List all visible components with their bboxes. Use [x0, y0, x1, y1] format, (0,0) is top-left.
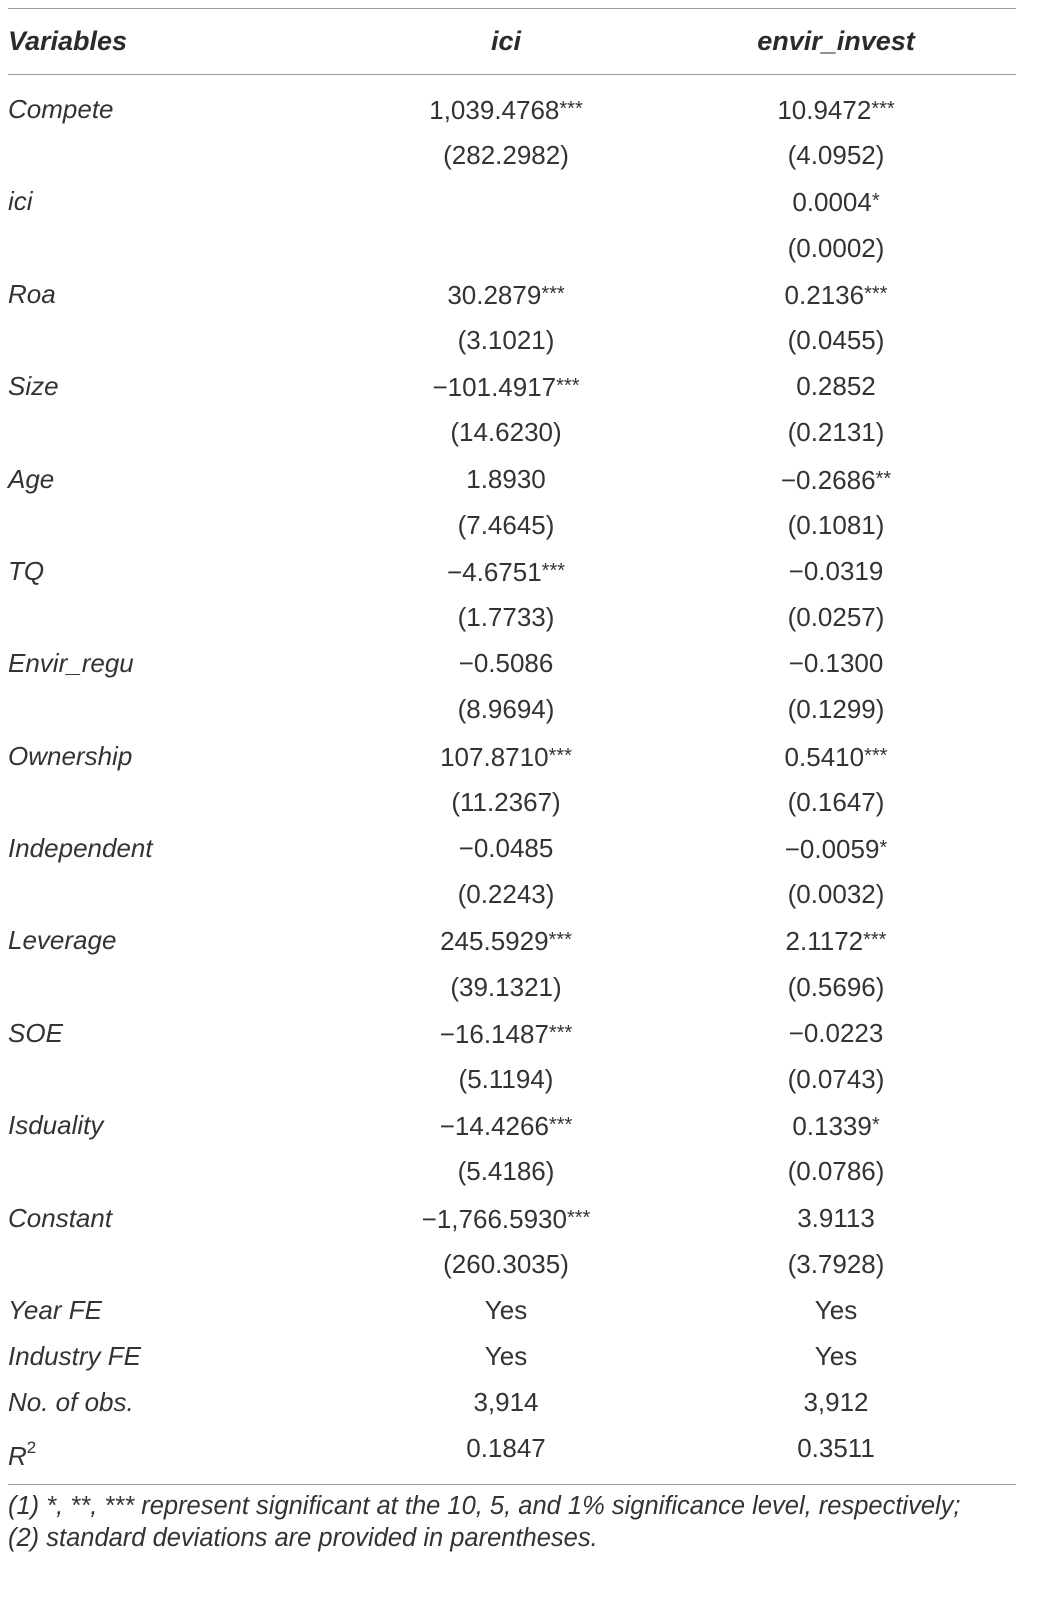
cell-value: 3,912: [803, 1387, 869, 1418]
cell-value: (0.0257): [787, 602, 885, 633]
row-label-text: Ownership: [8, 740, 133, 771]
row-label-text: Compete: [8, 94, 114, 124]
cell-value: Yes: [484, 1341, 528, 1372]
cell-ici: [356, 1195, 656, 1241]
cell-ici: [356, 825, 656, 871]
cell-ici: [356, 1333, 656, 1379]
cell-ici: [356, 1148, 656, 1194]
cell-value: (3.1021): [457, 324, 555, 355]
table-row: [8, 1148, 1016, 1194]
cell-ici: [356, 964, 656, 1010]
cell-ici: [356, 317, 656, 363]
cell-value: (0.0002): [787, 232, 885, 263]
cell-envir-invest: [686, 917, 986, 963]
cell-value: 0.3511: [797, 1433, 875, 1464]
significance-stars: ***: [559, 98, 583, 120]
significance-stars: *: [879, 837, 888, 859]
cell-ici: [356, 409, 656, 455]
table-row: [8, 1195, 1016, 1241]
cell-ici: [356, 917, 656, 963]
table-row: [8, 409, 1016, 455]
cell-value: −0.0319: [788, 555, 884, 586]
cell-value: 10.9472: [777, 95, 872, 125]
row-label-text: Leverage: [8, 925, 117, 956]
cell-envir-invest: [686, 502, 986, 548]
cell-value: 2.1172: [785, 926, 864, 957]
cell-value: 0.1847: [466, 1433, 546, 1464]
cell-ici: [356, 686, 656, 732]
cell-envir-invest: [686, 1333, 986, 1379]
cell-ici: [356, 1056, 656, 1102]
cell-value: (1.7733): [457, 602, 555, 633]
significance-stars: ***: [556, 375, 580, 398]
significance-stars: ***: [541, 559, 566, 582]
row-label-text: Size: [8, 371, 59, 402]
significance-stars: ***: [871, 98, 895, 120]
significance-stars: ***: [548, 1114, 573, 1137]
table-row: [8, 363, 1016, 409]
cell-value: −0.2686: [780, 464, 876, 495]
table-row: [8, 1010, 1016, 1056]
table-row: [8, 1287, 1016, 1333]
significance-stars: *: [871, 1114, 880, 1137]
table-row: [8, 502, 1016, 548]
table-header: [8, 8, 1016, 74]
cell-value: (7.4645): [457, 509, 555, 540]
cell-value: (0.1299): [787, 694, 885, 725]
significance-stars: ***: [864, 282, 888, 305]
cell-ici: [356, 1287, 656, 1333]
row-label: [8, 271, 56, 317]
cell-value: (4.0952): [787, 140, 885, 171]
cell-envir-invest: [686, 271, 986, 317]
cell-envir-invest: [686, 825, 986, 871]
table-row: [8, 686, 1016, 732]
cell-envir-invest: [686, 1148, 986, 1194]
cell-ici: [356, 1102, 656, 1148]
table-row: [8, 132, 1016, 178]
cell-value: (0.0786): [787, 1156, 885, 1187]
cell-value: Yes: [814, 1341, 858, 1372]
cell-ici: [356, 1010, 656, 1056]
cell-value: 107.8710: [440, 741, 549, 772]
footnote-line-2: (2) standard deviations are provided in parentheses.: [8, 1524, 598, 1552]
row-label-text: No. of obs.: [8, 1387, 134, 1418]
cell-value: (0.0032): [787, 879, 885, 910]
row-label: [8, 456, 54, 502]
row-label-text: Year FE: [8, 1294, 102, 1325]
cell-value: 0.1339: [792, 1111, 872, 1142]
row-label-text: Independent: [8, 833, 153, 863]
cell-ici: [356, 363, 656, 409]
cell-value: −16.1487: [439, 1018, 549, 1049]
table-row: [8, 779, 1016, 825]
cell-ici: [356, 594, 656, 640]
cell-value: −4.6751: [446, 556, 542, 587]
table-row: [8, 86, 1016, 132]
significance-stars: ***: [864, 744, 888, 767]
cell-value: (0.2131): [787, 417, 885, 448]
cell-envir-invest: [686, 548, 986, 594]
row-label: [8, 1102, 103, 1148]
table-footnote: [8, 1490, 1016, 1554]
cell-ici: [356, 548, 656, 594]
row-label-text: SOE: [8, 1017, 63, 1048]
row-label: [8, 86, 114, 132]
row-label-text: R: [8, 1441, 27, 1472]
significance-stars: ***: [548, 929, 572, 952]
cell-value: (5.1194): [458, 1063, 554, 1094]
cell-ici: [356, 225, 656, 271]
header-ici: ici: [490, 26, 522, 56]
cell-envir-invest: [686, 363, 986, 409]
row-label-text: Isduality: [8, 1110, 104, 1141]
footnote-line-1: (1) *, **, *** represent significant at the 10, 5, and 1% significance level, respectively;: [8, 1492, 961, 1520]
cell-value: 1.8930: [466, 463, 546, 494]
cell-value: 3,914: [473, 1387, 539, 1418]
table-row: [8, 871, 1016, 917]
cell-value: 0.2136: [784, 279, 865, 310]
cell-value: (0.2243): [457, 879, 555, 910]
table-row: [8, 271, 1016, 317]
cell-value: (0.0455): [787, 324, 885, 355]
cell-ici: [356, 779, 656, 825]
table-row: [8, 456, 1016, 502]
cell-envir-invest: [686, 640, 986, 686]
cell-value: 245.5929: [440, 926, 549, 957]
cell-value: (3.7928): [787, 1248, 885, 1279]
cell-envir-invest: [686, 317, 986, 363]
cell-value: −0.0059: [784, 834, 880, 864]
row-label-text: Constant: [8, 1202, 113, 1233]
significance-stars: **: [875, 467, 892, 490]
row-label-superscript: 2: [26, 1438, 37, 1458]
cell-envir-invest: [686, 871, 986, 917]
cell-envir-invest: [686, 1241, 986, 1287]
row-label: [8, 640, 134, 686]
row-label: [8, 1425, 36, 1471]
table-row: [8, 640, 1016, 686]
cell-envir-invest: [686, 86, 986, 132]
significance-stars: ***: [541, 282, 565, 305]
cell-envir-invest: [686, 178, 986, 224]
cell-envir-invest: [686, 1102, 986, 1148]
cell-value: 0.2852: [796, 371, 876, 402]
cell-value: (0.1081): [787, 509, 885, 540]
table-row: [8, 1379, 1016, 1425]
cell-envir-invest: [686, 964, 986, 1010]
row-label: [8, 733, 132, 779]
significance-stars: *: [871, 190, 880, 213]
cell-ici: [356, 640, 656, 686]
cell-value: −0.0223: [788, 1017, 884, 1048]
table-row: [8, 548, 1016, 594]
cell-value: (0.1647): [787, 786, 885, 817]
cell-value: (11.2367): [451, 786, 561, 817]
cell-value: Yes: [814, 1294, 858, 1325]
cell-envir-invest: [686, 1287, 986, 1333]
row-label: [8, 548, 44, 594]
cell-value: −101.4917: [432, 372, 557, 403]
cell-ici: [356, 733, 656, 779]
cell-envir-invest: [686, 1379, 986, 1425]
bottom-rule: [8, 1484, 1016, 1485]
row-label: [8, 825, 153, 871]
cell-envir-invest: [686, 779, 986, 825]
cell-value: (0.0743): [787, 1063, 885, 1094]
cell-value: −1,766.5930: [421, 1203, 567, 1234]
cell-ici: [356, 86, 656, 132]
cell-envir-invest: [686, 1425, 986, 1471]
row-label-text: Industry FE: [8, 1341, 141, 1372]
cell-value: (14.6230): [450, 417, 562, 448]
cell-value: 30.2879: [447, 279, 542, 310]
cell-value: (39.1321): [450, 971, 562, 1002]
table-row: [8, 1241, 1016, 1287]
cell-ici: [356, 1241, 656, 1287]
cell-ici: [356, 1379, 656, 1425]
cell-envir-invest: [686, 1195, 986, 1241]
row-label: [8, 1333, 141, 1379]
row-label-text: TQ: [8, 555, 45, 586]
cell-value: −14.4266: [439, 1111, 549, 1142]
cell-value: (5.4186): [457, 1156, 555, 1187]
cell-envir-invest: [686, 1056, 986, 1102]
row-label-text: ici: [8, 186, 33, 217]
cell-envir-invest: [686, 409, 986, 455]
cell-value: −0.5086: [458, 648, 554, 679]
row-label: [8, 917, 116, 963]
table-row: [8, 825, 1016, 871]
cell-envir-invest: [686, 456, 986, 502]
row-label: [8, 1010, 63, 1056]
header-variables: Variables: [8, 26, 128, 56]
cell-ici: [356, 132, 656, 178]
row-label-text: Roa: [8, 278, 56, 309]
header-envir-invest: envir_invest: [757, 26, 915, 56]
cell-value: 1,039.4768: [429, 95, 560, 125]
cell-envir-invest: [686, 132, 986, 178]
cell-value: −0.0485: [458, 833, 554, 863]
row-label: [8, 363, 59, 409]
table-row: [8, 1333, 1016, 1379]
significance-stars: ***: [548, 1021, 573, 1044]
cell-envir-invest: [686, 225, 986, 271]
cell-value: 0.0004: [792, 187, 872, 218]
table-row: [8, 964, 1016, 1010]
row-label-text: Age: [8, 463, 55, 494]
cell-ici: [356, 871, 656, 917]
row-label: [8, 1379, 134, 1425]
significance-stars: ***: [566, 1206, 591, 1229]
cell-envir-invest: [686, 686, 986, 732]
cell-envir-invest: [686, 594, 986, 640]
cell-envir-invest: [686, 733, 986, 779]
row-label: [8, 1287, 102, 1333]
row-label: [8, 178, 33, 224]
cell-value: −0.1300: [788, 648, 884, 679]
table-row: [8, 1425, 1016, 1471]
cell-ici: [356, 1425, 656, 1471]
cell-ici: [356, 271, 656, 317]
cell-ici: [356, 456, 656, 502]
cell-value: Yes: [484, 1294, 528, 1325]
table-row: [8, 733, 1016, 779]
table-row: [8, 317, 1016, 363]
table-row: [8, 917, 1016, 963]
table-body: [8, 86, 1016, 1472]
row-label-text: Envir_regu: [8, 648, 134, 679]
header-rule: [8, 74, 1016, 75]
table-row: [8, 1056, 1016, 1102]
cell-value: 3.9113: [797, 1202, 875, 1233]
cell-ici: [356, 178, 656, 224]
cell-value: (282.2982): [443, 140, 569, 171]
table-row: [8, 1102, 1016, 1148]
cell-envir-invest: [686, 1010, 986, 1056]
table-row: [8, 178, 1016, 224]
cell-value: (260.3035): [443, 1248, 569, 1279]
cell-value: 0.5410: [784, 741, 865, 772]
significance-stars: ***: [863, 929, 887, 952]
cell-value: (8.9694): [457, 694, 555, 725]
significance-stars: ***: [548, 744, 572, 767]
table-row: [8, 594, 1016, 640]
cell-value: (0.5696): [787, 971, 885, 1002]
table-row: [8, 225, 1016, 271]
cell-ici: [356, 502, 656, 548]
row-label: [8, 1195, 112, 1241]
